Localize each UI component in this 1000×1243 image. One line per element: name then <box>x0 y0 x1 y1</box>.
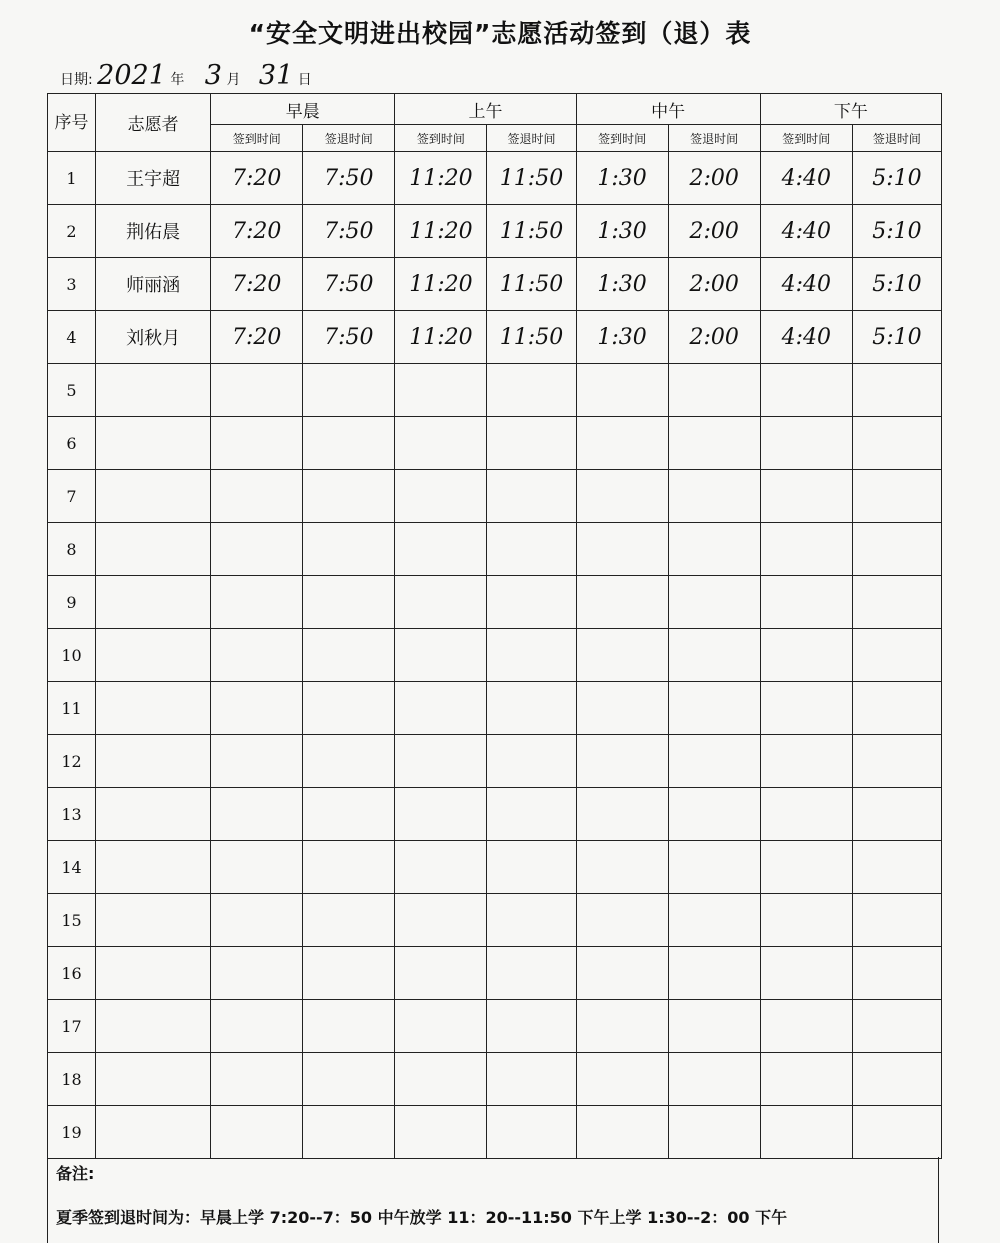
signout-time <box>852 364 941 417</box>
table-row <box>48 1000 942 1053</box>
volunteer-name: 师丽涵 <box>96 258 211 311</box>
signin-time <box>395 947 487 1000</box>
signout-time <box>303 1000 395 1053</box>
signout-time <box>852 1000 941 1053</box>
subheader-signin: 签到时间 <box>211 125 303 152</box>
signin-time <box>211 417 303 470</box>
signout-time: 5:10 <box>852 258 941 311</box>
table-row <box>48 947 942 1000</box>
volunteer-name <box>96 788 211 841</box>
signout-time <box>303 576 395 629</box>
signin-time <box>760 894 852 947</box>
signin-time <box>760 841 852 894</box>
table-row <box>48 523 942 576</box>
signin-time <box>760 576 852 629</box>
table-row <box>48 576 942 629</box>
signout-time <box>852 735 941 788</box>
notes-section <box>47 1157 939 1243</box>
table-row <box>48 1106 942 1159</box>
signout-time <box>668 417 760 470</box>
signin-time <box>576 788 668 841</box>
subheader-signin: 签到时间 <box>760 125 852 152</box>
row-number: 18 <box>48 1053 96 1106</box>
signout-time <box>303 682 395 735</box>
signin-time <box>760 629 852 682</box>
signin-time <box>576 894 668 947</box>
signout-time <box>303 735 395 788</box>
date-month: 3 <box>204 60 222 91</box>
signin-time <box>760 470 852 523</box>
signout-time <box>852 470 941 523</box>
signout-time: 2:00 <box>668 258 760 311</box>
signin-time <box>211 1000 303 1053</box>
signout-time <box>668 788 760 841</box>
signout-time <box>852 947 941 1000</box>
signin-time <box>576 417 668 470</box>
table-row <box>48 470 942 523</box>
subheader-signout: 签退时间 <box>852 125 941 152</box>
signout-time: 11:50 <box>487 311 576 364</box>
signin-time <box>211 1106 303 1159</box>
table-row <box>48 735 942 788</box>
signout-time: 11:50 <box>487 258 576 311</box>
volunteer-name <box>96 417 211 470</box>
row-number: 17 <box>48 1000 96 1053</box>
volunteer-name: 荆佑晨 <box>96 205 211 258</box>
signout-time <box>487 417 576 470</box>
signout-time <box>303 417 395 470</box>
signin-time <box>395 1053 487 1106</box>
subheader-signout: 签退时间 <box>303 125 395 152</box>
signout-time <box>852 1053 941 1106</box>
signout-time: 7:50 <box>303 311 395 364</box>
signout-time <box>303 1106 395 1159</box>
signout-time <box>852 1106 941 1159</box>
table-row <box>48 1053 942 1106</box>
seq-header: 序号 <box>48 94 96 152</box>
volunteer-name <box>96 470 211 523</box>
signin-time <box>395 364 487 417</box>
signin-time <box>576 629 668 682</box>
signin-time <box>760 364 852 417</box>
signout-time <box>487 576 576 629</box>
signin-time: 7:20 <box>211 205 303 258</box>
signin-time: 11:20 <box>395 311 487 364</box>
signin-time <box>211 629 303 682</box>
table-row <box>48 682 942 735</box>
signout-time <box>487 894 576 947</box>
signin-time <box>211 788 303 841</box>
signin-time <box>576 364 668 417</box>
subheader-signout: 签退时间 <box>487 125 576 152</box>
period-header-noon: 中午 <box>576 94 760 125</box>
volunteer-name: 刘秋月 <box>96 311 211 364</box>
signin-time <box>576 523 668 576</box>
volunteer-name <box>96 682 211 735</box>
signout-time <box>303 523 395 576</box>
table-row <box>48 417 942 470</box>
signout-time <box>852 629 941 682</box>
signin-time <box>760 682 852 735</box>
row-number: 3 <box>48 258 96 311</box>
table-row <box>48 258 942 311</box>
signin-time <box>395 523 487 576</box>
subheader-signin: 签到时间 <box>576 125 668 152</box>
volunteer-name <box>96 1106 211 1159</box>
signout-time <box>852 523 941 576</box>
volunteer-name: 王宇超 <box>96 152 211 205</box>
signout-time <box>303 788 395 841</box>
volunteer-name <box>96 1053 211 1106</box>
signin-time <box>211 947 303 1000</box>
volunteer-name <box>96 364 211 417</box>
row-number: 8 <box>48 523 96 576</box>
table-row <box>48 364 942 417</box>
signout-time: 2:00 <box>668 152 760 205</box>
signin-time: 11:20 <box>395 258 487 311</box>
signin-time <box>576 470 668 523</box>
signout-time <box>303 841 395 894</box>
signin-time <box>760 788 852 841</box>
row-number: 15 <box>48 894 96 947</box>
table-row <box>48 205 942 258</box>
signin-time <box>395 417 487 470</box>
date-year-unit: 年 <box>170 72 185 88</box>
signout-time <box>668 576 760 629</box>
row-number: 12 <box>48 735 96 788</box>
row-number: 9 <box>48 576 96 629</box>
signout-time <box>303 894 395 947</box>
signin-time <box>760 1053 852 1106</box>
date-day-unit: 日 <box>297 72 312 88</box>
period-header-forenoon: 上午 <box>395 94 576 125</box>
signin-time: 1:30 <box>576 311 668 364</box>
signout-time <box>303 947 395 1000</box>
signout-time: 11:50 <box>487 152 576 205</box>
signout-time: 5:10 <box>852 205 941 258</box>
signout-time: 7:50 <box>303 258 395 311</box>
signout-time <box>852 841 941 894</box>
signout-time <box>852 576 941 629</box>
signin-time: 11:20 <box>395 205 487 258</box>
signin-time <box>576 576 668 629</box>
signout-time <box>668 894 760 947</box>
row-number: 6 <box>48 417 96 470</box>
signout-time <box>668 682 760 735</box>
table-row <box>48 152 942 205</box>
signout-time <box>303 629 395 682</box>
volunteer-name <box>96 947 211 1000</box>
signin-time <box>211 735 303 788</box>
row-number: 13 <box>48 788 96 841</box>
signin-time <box>395 629 487 682</box>
row-number: 4 <box>48 311 96 364</box>
signin-time <box>760 947 852 1000</box>
signout-time <box>487 470 576 523</box>
signout-time: 11:50 <box>487 205 576 258</box>
signout-time <box>487 523 576 576</box>
signin-time: 1:30 <box>576 205 668 258</box>
row-number: 19 <box>48 1106 96 1159</box>
signout-time <box>852 682 941 735</box>
volunteer-name <box>96 523 211 576</box>
signin-time <box>395 1000 487 1053</box>
signin-table <box>47 93 942 1159</box>
signin-time <box>211 470 303 523</box>
signout-time <box>487 788 576 841</box>
page-title: “安全文明进出校园”志愿活动签到（退）表 <box>248 19 752 48</box>
subheader-signin: 签到时间 <box>395 125 487 152</box>
date-row <box>60 60 312 91</box>
signout-time: 5:10 <box>852 152 941 205</box>
signout-time <box>852 894 941 947</box>
signout-time: 2:00 <box>668 205 760 258</box>
signin-time <box>576 841 668 894</box>
signin-time <box>211 523 303 576</box>
signin-time <box>395 576 487 629</box>
table-row <box>48 841 942 894</box>
signin-time <box>395 1106 487 1159</box>
signout-time: 7:50 <box>303 152 395 205</box>
signout-time <box>487 841 576 894</box>
signout-time <box>487 364 576 417</box>
signin-time <box>211 894 303 947</box>
subheader-signout: 签退时间 <box>668 125 760 152</box>
signout-time <box>852 417 941 470</box>
signout-time <box>303 1053 395 1106</box>
table-row <box>48 894 942 947</box>
row-number: 2 <box>48 205 96 258</box>
signin-time <box>576 1000 668 1053</box>
signin-time: 11:20 <box>395 152 487 205</box>
signout-time <box>668 629 760 682</box>
signin-time: 4:40 <box>760 205 852 258</box>
signout-time <box>852 788 941 841</box>
signout-time <box>668 470 760 523</box>
signin-time <box>211 364 303 417</box>
signin-time: 4:40 <box>760 258 852 311</box>
row-number: 10 <box>48 629 96 682</box>
signout-time: 2:00 <box>668 311 760 364</box>
period-header-afternoon: 下午 <box>760 94 941 125</box>
signin-time <box>211 841 303 894</box>
signin-time <box>760 1000 852 1053</box>
table-row <box>48 629 942 682</box>
signin-time <box>576 682 668 735</box>
volunteer-name <box>96 894 211 947</box>
signin-time: 4:40 <box>760 152 852 205</box>
signin-time: 7:20 <box>211 152 303 205</box>
signin-time: 7:20 <box>211 311 303 364</box>
signout-time <box>487 629 576 682</box>
signin-time <box>395 788 487 841</box>
table-row <box>48 311 942 364</box>
signin-time <box>576 735 668 788</box>
signout-time <box>487 947 576 1000</box>
signin-time <box>395 735 487 788</box>
signin-time: 7:20 <box>211 258 303 311</box>
signout-time <box>487 1106 576 1159</box>
signin-time <box>395 470 487 523</box>
signin-time: 1:30 <box>576 152 668 205</box>
notes-label: 备注: <box>56 1164 95 1183</box>
signout-time <box>668 1000 760 1053</box>
signout-time <box>487 1053 576 1106</box>
signout-time <box>668 1106 760 1159</box>
signout-time <box>487 735 576 788</box>
date-day: 31 <box>258 60 294 91</box>
signin-time: 4:40 <box>760 311 852 364</box>
signin-time <box>395 894 487 947</box>
signin-time <box>211 682 303 735</box>
notes-text: 夏季签到退时间为：早晨上学 7:20--7：50 中午放学 11：20--11:50 下午上学 1:30--2：00 下午 <box>56 1208 788 1227</box>
row-number: 14 <box>48 841 96 894</box>
date-label: 日期: <box>60 72 93 88</box>
signin-time <box>395 841 487 894</box>
signin-time <box>576 947 668 1000</box>
signout-time <box>487 1000 576 1053</box>
signout-time <box>303 470 395 523</box>
signin-time <box>760 1106 852 1159</box>
signout-time <box>487 682 576 735</box>
volunteer-name <box>96 841 211 894</box>
signout-time <box>668 1053 760 1106</box>
volunteer-name <box>96 629 211 682</box>
date-year: 2021 <box>97 60 166 91</box>
signin-time <box>211 576 303 629</box>
row-number: 1 <box>48 152 96 205</box>
signin-time <box>576 1053 668 1106</box>
signout-time <box>668 364 760 417</box>
signin-time: 1:30 <box>576 258 668 311</box>
period-header-morning: 早晨 <box>211 94 395 125</box>
signout-time: 7:50 <box>303 205 395 258</box>
table-row <box>48 788 942 841</box>
signout-time <box>668 947 760 1000</box>
row-number: 7 <box>48 470 96 523</box>
date-month-unit: 月 <box>226 72 241 88</box>
signin-time <box>395 682 487 735</box>
signin-time <box>760 735 852 788</box>
signin-time <box>760 417 852 470</box>
signin-time <box>760 523 852 576</box>
signout-time: 5:10 <box>852 311 941 364</box>
signout-time <box>668 523 760 576</box>
signout-time <box>668 841 760 894</box>
signin-time <box>576 1106 668 1159</box>
row-number: 11 <box>48 682 96 735</box>
volunteer-header: 志愿者 <box>96 94 211 152</box>
signout-time <box>668 735 760 788</box>
row-number: 5 <box>48 364 96 417</box>
signin-time <box>211 1053 303 1106</box>
row-number: 16 <box>48 947 96 1000</box>
volunteer-name <box>96 735 211 788</box>
signout-time <box>303 364 395 417</box>
volunteer-name <box>96 1000 211 1053</box>
volunteer-name <box>96 576 211 629</box>
